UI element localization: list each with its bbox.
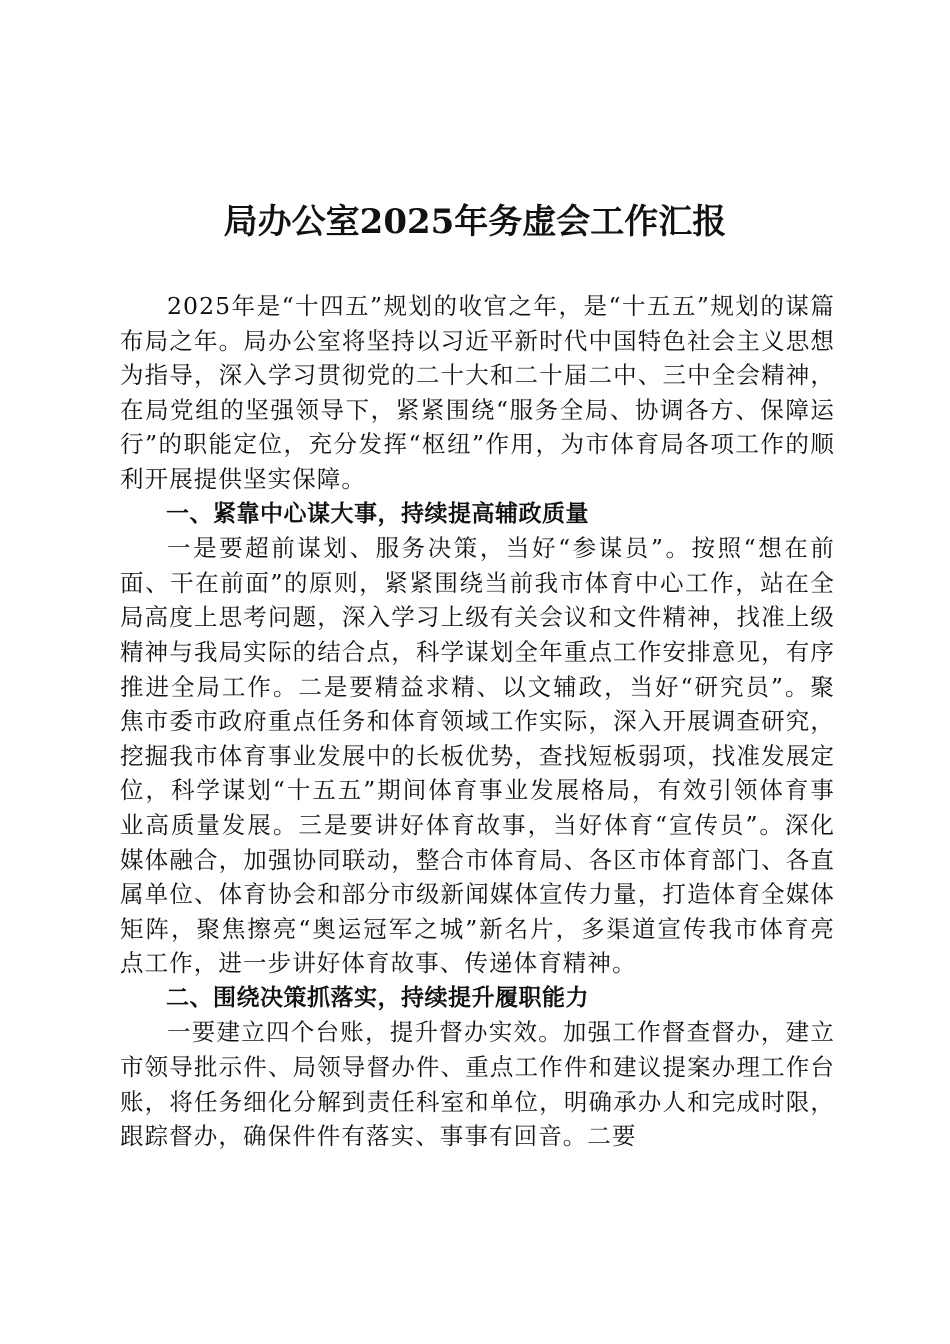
document-body (120, 289, 835, 1154)
section-2-paragraph: 一要建立四个台账，提升督办实效。加强工作督查督办，建立市领导批示件、局领导督办件、重点工作件和建议提案办理工作台账，将任务细化分解到责任科室和单位，明确承办人和完成时限，跟踪督办，确保件件有落实、事事有回音。二要 (120, 1018, 835, 1151)
section-2-heading: 二、围绕决策抓落实，持续提升履职能力 (166, 984, 589, 1011)
intro-paragraph: 2025年是“十四五”规划的收官之年，是“十五五”规划的谋篇布局之年。局办公室将坚持以习近平新时代中国特色社会主义思想为指导，深入学习贯彻党的二十大和二十届二中、三中全会精神，在局党组的坚强领导下，紧紧围绕“服务全局、协调各方、保障运行”的职能定位，充分发挥“枢纽”作用，为市体育局各项工作的顺利开展提供坚实保障。 (120, 292, 835, 493)
document-title: 局办公室2025年务虚会工作汇报 (223, 202, 727, 242)
section-1-heading: 一、紧靠中心谋大事，持续提高辅政质量 (166, 500, 589, 527)
section-1-paragraph: 一是要超前谋划、服务决策，当好“参谋员”。按照“想在前面、干在前面”的原则，紧紧围绕当前我市体育中心工作，站在全局高度上思考问题，深入学习上级有关会议和文件精神，找准上级精神与我局实际的结合点，科学谋划全年重点工作安排意见，有序推进全局工作。二是要精益求精、以文辅政，当好“研究员”。聚焦市委市政府重点任务和体育领域工作实际，深入开展调查研究，挖掘我市体育事业发展中的长板优势，查找短板弱项，找准发展定位，科学谋划“十五五”期间体育事业发展格局，有效引领体育事业高质量发展。三是要讲好体育故事，当好体育“宣传员”。深化媒体融合，加强协同联动，整合市体育局、各区市体育部门、各直属单位、体育协会和部分市级新闻媒体宣传力量，打造体育全媒体矩阵，聚焦擦亮“奥运冠军之城”新名片，多渠道宣传我市体育亮点工作，进一步讲好体育故事、传递体育精神。 (120, 534, 835, 978)
